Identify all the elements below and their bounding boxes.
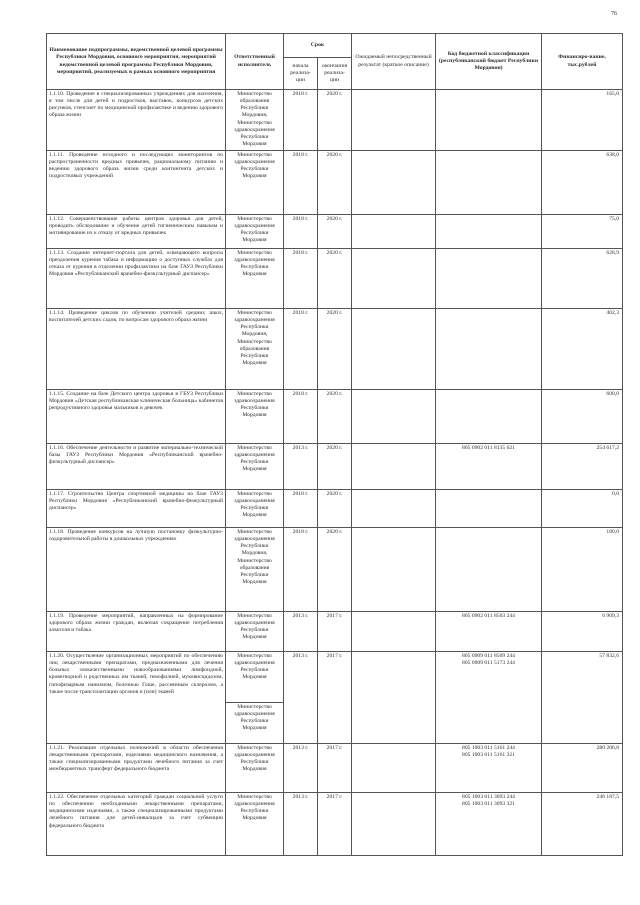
term-end-cell: 2017 г. — [318, 612, 352, 652]
finance-cell: 75,0 — [542, 215, 623, 249]
term-end-cell: 2020 г. — [318, 528, 352, 612]
executor-cell: Министерство здравоохранения Республики Мордовия — [226, 703, 284, 744]
budget-code-cell — [436, 490, 542, 528]
budget-code-cell — [436, 390, 542, 444]
executor-cell: Министерство здравоохранения Республики Мордовия, Министерство образования Республики Мордовия — [226, 528, 284, 612]
header-executor: Ответственный исполнитель — [226, 34, 284, 90]
term-start-cell: 2013 г. — [284, 744, 318, 793]
table-row — [47, 215, 623, 249]
result-cell — [352, 793, 436, 856]
activity-name: 1.1.18. Проведение конкурсов на лучшую постановку физкультурно-оздоровительной работы в дошкольных учреждениях — [47, 528, 226, 612]
finance-cell: 165,0 — [542, 90, 623, 151]
term-start-cell: 2018 г. — [284, 528, 318, 612]
executor-cell: Министерство здравоохранения Республики Мордовия, Министерство образования Республики Мордовия — [226, 309, 284, 390]
result-cell — [352, 444, 436, 490]
activity-name: 1.1.14. Проведение циклов по обучению учителей средних школ, воспитателей детских садов, по вопросам здорового образа жизни — [47, 309, 226, 390]
table-row — [47, 90, 623, 151]
table-row — [47, 309, 623, 390]
term-end-cell: 2020 г. — [318, 215, 352, 249]
activity-name: 1.1.19. Проведение мероприятий, направленных на формирование здорового образа жизни граждан, включая сокращение потребления алкоголя и табака — [47, 612, 226, 652]
result-cell — [352, 90, 436, 151]
header-term: Срок — [284, 34, 352, 58]
table-row — [47, 490, 623, 528]
budget-code-cell — [436, 444, 542, 490]
result-cell — [352, 215, 436, 249]
budget-code: 805 1003 011 5161 321 — [462, 752, 515, 759]
budget-code: 805 1003 011 3093 244 — [462, 794, 515, 800]
table-row — [47, 612, 623, 652]
finance-cell: 600,0 — [542, 390, 623, 444]
budget-code: 805 0902 011 8503 244 — [462, 613, 515, 619]
finance-cell: 402,3 — [542, 309, 623, 390]
header-term-start: начала реализа-ции — [284, 58, 318, 90]
budget-code-cell — [436, 612, 542, 652]
finance-cell: 628,9 — [542, 249, 623, 309]
budget-code: 805 0909 011 8509 244 — [462, 653, 515, 659]
term-start-cell: 2018 г. — [284, 390, 318, 444]
activity-name: 1.1.13. Создание интернет-портала для детей, освещающего вопросы преодоления курения табака и информацию о доступных службах для отказа от курения в отделении профилактики на базе ГАУЗ Республики Мордовия «Республиканский врачебно-физкультурный диспансер» — [47, 249, 226, 309]
result-cell — [352, 151, 436, 215]
executor-cell: Министерство здравоохранения Республики Мордовия — [226, 490, 284, 528]
executor-cell: Министерство здравоохранения Республики Мордовия — [226, 444, 284, 490]
term-end-cell: 2017 г. — [318, 793, 352, 856]
header-term-end: окончания реализа-ции — [318, 58, 352, 90]
table-row — [47, 390, 623, 444]
header-name: Наименование подпрограммы, ведомственной целевой программы Республики Мордовия, основного мероприятия, мероприятий ведомственной целевой программы Республики Мордовия, мероприятий, реализуемых в рамках основного мероприятия — [47, 34, 226, 90]
header-finance: Финансиро-вание, тыс.рублей — [542, 34, 623, 90]
header-result: Ожидаемый непосредственный результат (краткое описание) — [352, 34, 436, 90]
budget-code: 805 1003 011 3093 321 — [462, 801, 515, 808]
term-end-cell: 2020 г. — [318, 249, 352, 309]
table-row — [47, 652, 623, 703]
table-row — [47, 744, 623, 793]
result-cell — [352, 744, 436, 793]
finance-cell: 638,0 — [542, 151, 623, 215]
table-row — [47, 793, 623, 856]
term-start-cell: 2018 г. — [284, 215, 318, 249]
result-cell — [352, 249, 436, 309]
term-end-cell: 2020 г. — [318, 151, 352, 215]
result-cell — [352, 652, 436, 744]
budget-code-cell — [436, 528, 542, 612]
budget-code-cell — [436, 249, 542, 309]
table-row — [47, 444, 623, 490]
executor-cell: Министерство здравоохранения Республики Мордовия — [226, 249, 284, 309]
term-start-cell: 2013 г. — [284, 612, 318, 652]
term-start-cell: 2018 г. — [284, 249, 318, 309]
term-start-cell: 2018 г. — [284, 309, 318, 390]
term-start-cell: 2013 г. — [284, 793, 318, 856]
executor-cell: Министерство здравоохранения Республики Мордовия — [226, 793, 284, 856]
activity-name: 1.1.11. Проведение исходного и последующих мониторингов по распространенности вредных привычек, рациональному питанию и ведению здорового образа жизни среди контингента детских и подростковых учреждений — [47, 151, 226, 215]
executor-cell: Министерство здравоохранения Республики Мордовия — [226, 151, 284, 215]
executor-cell: Министерство образования Республики Мордовия, Министерство здравоохранения Республики Мордовия — [226, 90, 284, 151]
budget-code-cell — [436, 793, 542, 856]
activity-name: 1.1.10. Проведение в специализированных учреждениях для населения, в том числе для детей и подростков, выставок, конкурсов детских рисунков, стенгазет по медицинской профилактике и ведению здорового образа жизни — [47, 90, 226, 151]
result-cell — [352, 490, 436, 528]
result-cell — [352, 528, 436, 612]
term-end-cell: 2020 г. — [318, 490, 352, 528]
table-row — [47, 249, 623, 309]
activity-name: 1.1.12. Совершенствование работы центров здоровья для детей, проводить обследование и обучение детей гигиеническим навыкам и мотивирование их к отказу от вредных привычек — [47, 215, 226, 249]
executor-cell: Министерство здравоохранения Республики Мордовия — [226, 612, 284, 652]
term-start-cell: 2013 г. — [284, 444, 318, 490]
header-code: Код бюджетной классификации (республиканский бюджет Республики Мордовия) — [436, 34, 542, 90]
budget-code-cell — [436, 652, 542, 744]
term-end-cell: 2020 г. — [318, 90, 352, 151]
term-end-cell: 2020 г. — [318, 390, 352, 444]
executor-cell: Министерство здравоохранения Республики Мордовия — [226, 390, 284, 444]
activity-name: 1.1.20. Осуществление организационных мероприятий по обеспечению лиц лекарственными препаратами, предназначенными для лечения больных злокачественными новообразованиями лимфоидной, кроветворной и родственных им тканей, гемофилией, муковисцидозом, гипофизарным нанизмом, болезнью Гоше, рассеянным склерозом, а также после трансплантации органов и (или) тканей — [47, 652, 226, 744]
activity-name: 1.1.15. Создание на базе Детского центра здоровья в ГБУЗ Республики Мордовия «Детская республиканская клиническая больница» кабинетов репродуктивного здоровья мальчиков и девочек — [47, 390, 226, 444]
activity-name: 1.1.17. Строительство Центра спортивной медицины на базе ГАУЗ Республики Мордовия «Республиканский врачебно-физкультурный диспансер» — [47, 490, 226, 528]
budget-code: 805 1003 011 5161 244 — [462, 745, 515, 751]
term-end-cell: 2017 г. — [318, 744, 352, 793]
executor-cell: Министерство здравоохранения Республики Мордовия — [226, 215, 284, 249]
result-cell — [352, 390, 436, 444]
budget-code: 805 0902 011 8135 621 — [462, 445, 515, 451]
result-cell — [352, 309, 436, 390]
term-end-cell: 2020 г. — [318, 444, 352, 490]
table-row — [47, 151, 623, 215]
table-row — [47, 528, 623, 612]
result-cell — [352, 612, 436, 652]
finance-cell: 57 832,6 — [542, 652, 623, 744]
term-start-cell: 2018 г. — [284, 90, 318, 151]
page-number: 76 — [611, 11, 617, 17]
budget-code-cell — [436, 151, 542, 215]
budget-code-cell — [436, 309, 542, 390]
finance-cell: 246 187,5 — [542, 793, 623, 856]
term-start-cell: 2018 г. — [284, 490, 318, 528]
budget-code-cell — [436, 215, 542, 249]
executor-cell: Министерство здравоохранения Республики Мордовия — [226, 652, 284, 703]
term-end-cell: 2020 г. — [318, 309, 352, 390]
term-start-cell: 2013 г. — [284, 652, 318, 744]
finance-cell: 254 617,2 — [542, 444, 623, 490]
finance-cell: 6 909,3 — [542, 612, 623, 652]
budget-code-cell — [436, 90, 542, 151]
activity-name: 1.1.21. Реализация отдельных полномочий в области обеспечения лекарственными препаратами, изделиями медицинского назначения, а также специализированными продуктами лечебного питания за счет межбюджетных трансферт федерального бюджета — [47, 744, 226, 793]
activity-name: 1.1.16. Обеспечение деятельности и развитие материально-технической базы ГАУЗ Республики Мордовия «Республиканский врачебно-физкультурный диспансер» — [47, 444, 226, 490]
executor-cell: Министерство здравоохранения Республики Мордовия — [226, 744, 284, 793]
finance-cell: 280 206,8 — [542, 744, 623, 793]
budget-code-cell — [436, 744, 542, 793]
finance-cell: 0,0 — [542, 490, 623, 528]
budget-code: 805 0909 011 5173 244 — [462, 660, 515, 667]
activity-name: 1.1.22. Обеспечение отдельных категорий граждан социальной услуги по обеспечению необходимыми лекарственными препаратами, медицинскими изделиями, а также специализированными продуктами лечебного питания для детей-инвалидов за счет субвенции федерального бюджета — [47, 793, 226, 856]
term-end-cell: 2017 г. — [318, 652, 352, 744]
term-start-cell: 2018 г. — [284, 151, 318, 215]
program-activities-table — [46, 33, 623, 856]
finance-cell: 180,0 — [542, 528, 623, 612]
